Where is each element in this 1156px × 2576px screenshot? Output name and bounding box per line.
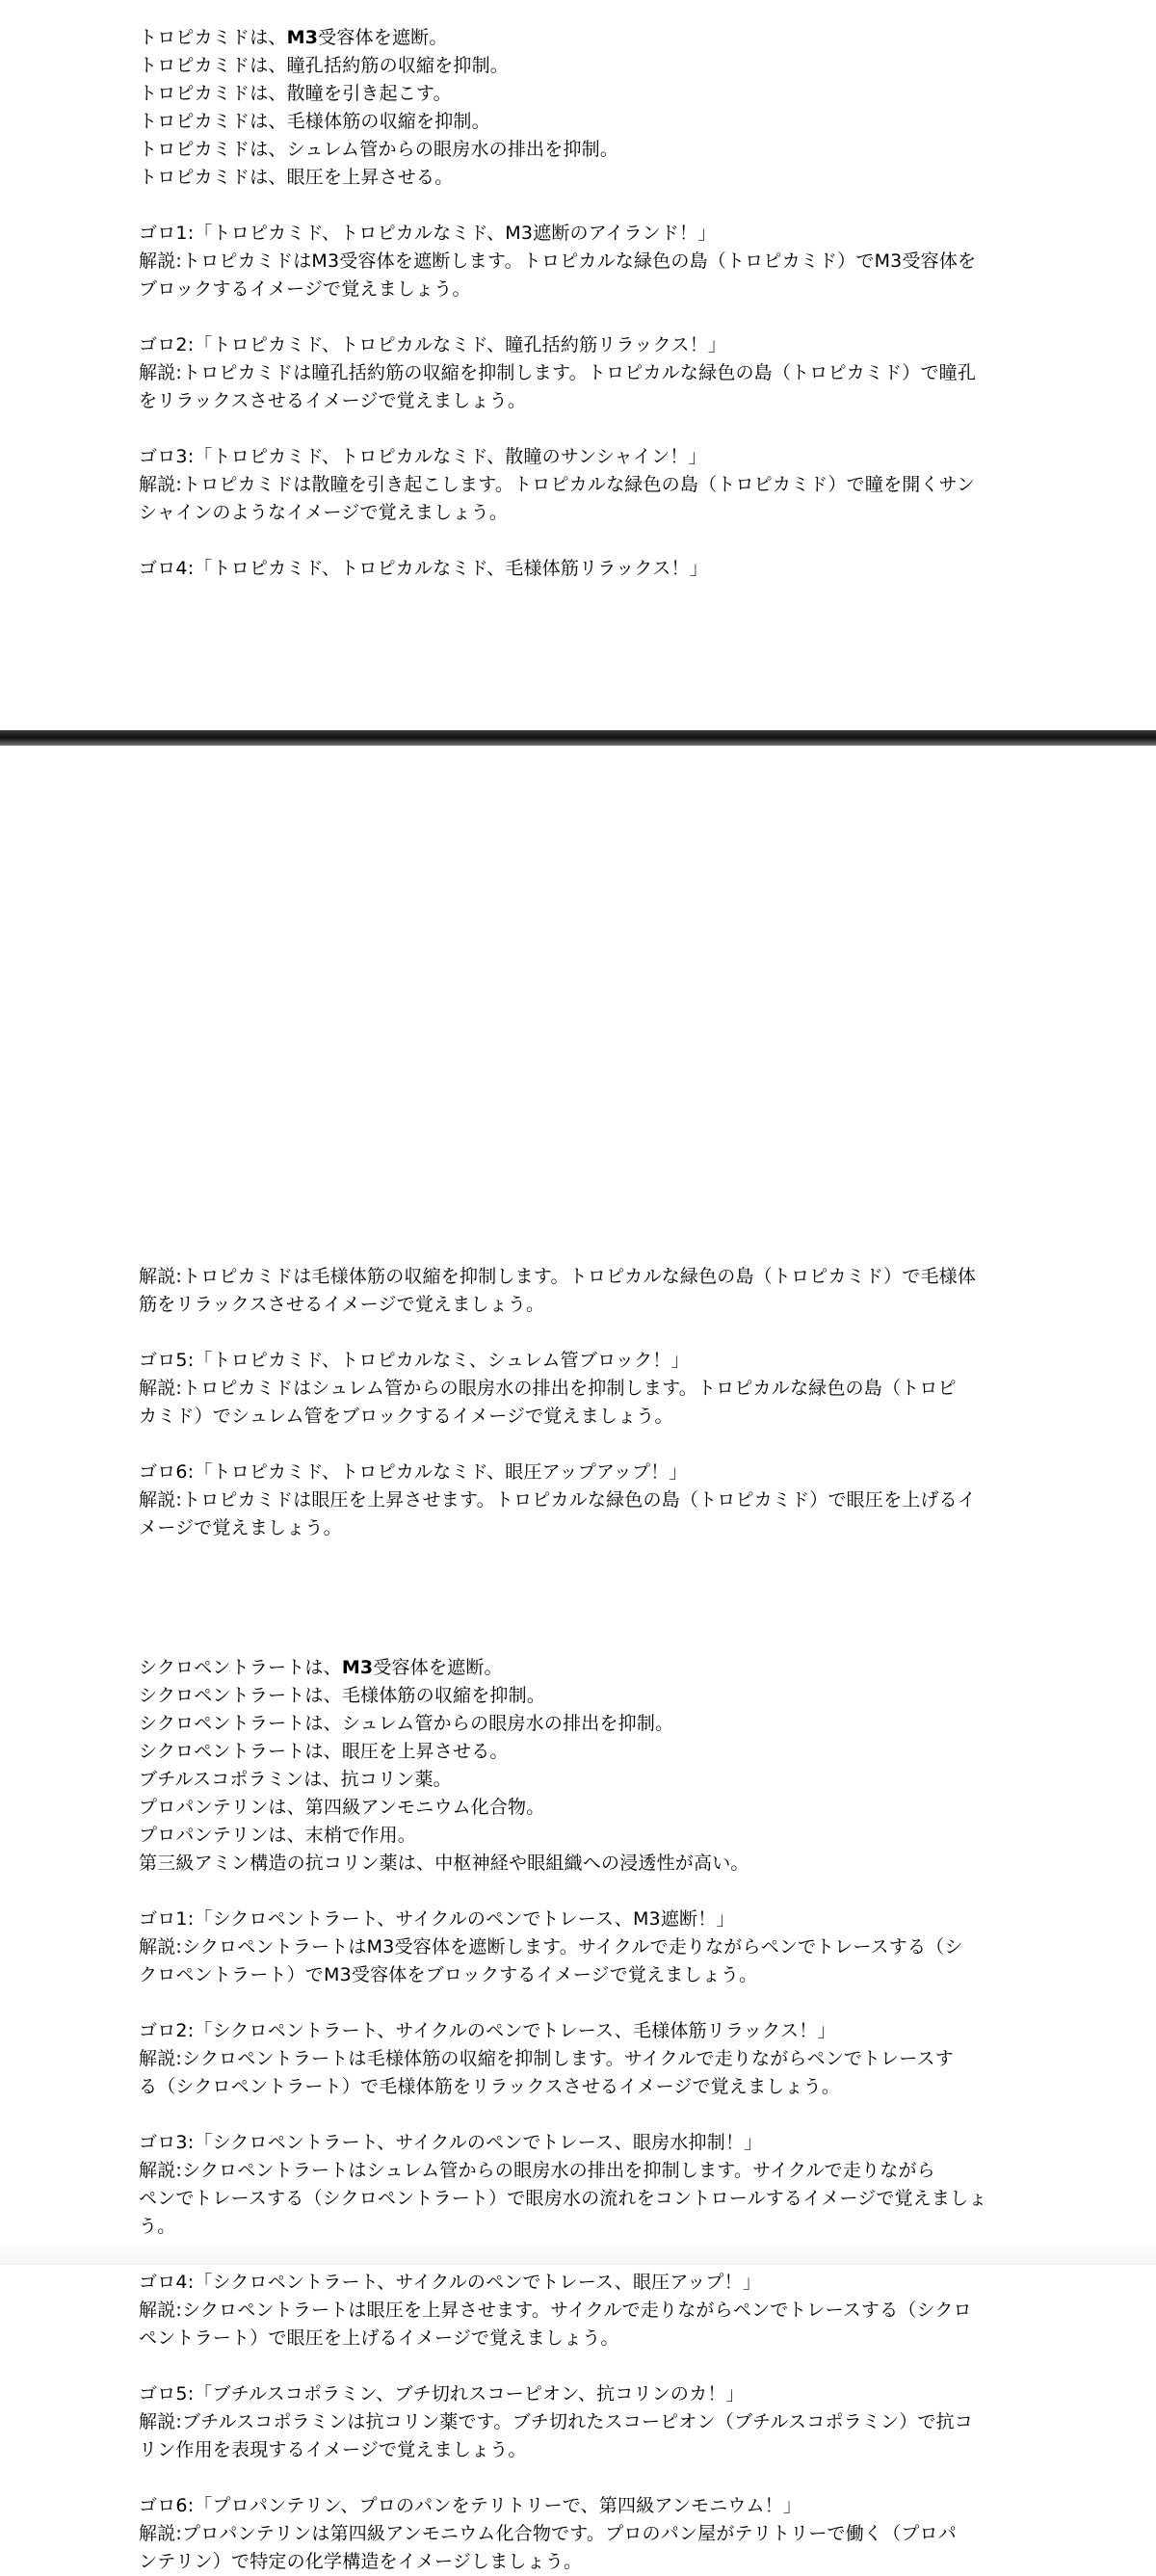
- text-line-pre: カミド）でシュレム管をブロックするイメージで覚えましょう。: [139, 1406, 673, 1427]
- text-line: [139, 1822, 1025, 1850]
- text-line-pre: ゴロ2:「シクロペントラート、サイクルのペンでトレース、毛様体筋リラックス！」: [139, 2020, 836, 2041]
- text-line: [139, 1766, 1025, 1794]
- text-line-pre: ゴロ3:「シクロペントラート、サイクルのペンでトレース、眼房水抑制！」: [139, 2132, 763, 2153]
- text-line-pre: トロピカミドは、瞳孔括約筋の収縮を抑制。: [139, 55, 510, 76]
- text-line: [139, 108, 1025, 136]
- text-line: [139, 2436, 1025, 2464]
- text-line-pre: 解説:シクロペントラートはシュレム管からの眼房水の排出を抑制します。サイクルで走りながら: [139, 2160, 935, 2181]
- text-line: [139, 1710, 1025, 1738]
- text-line-pre: をリラックスさせるイメージで覚えましょう。: [139, 390, 527, 411]
- text-line: [139, 2325, 1025, 2353]
- text-line: [139, 2269, 1025, 2297]
- text-line: [139, 1347, 1025, 1375]
- text-line-pre: う。: [139, 2216, 176, 2237]
- text-line: [139, 359, 1025, 387]
- text-line: [139, 276, 1025, 303]
- text-line: [139, 1542, 1025, 1570]
- text-line: [139, 164, 1025, 192]
- text-line-pre: 第三級アミン構造の抗コリン薬は、中枢神経や眼組織への浸透性が高い。: [139, 1853, 749, 1874]
- text-line-pre: ブロックするイメージで覚えましょう。: [139, 278, 471, 300]
- text-line: [139, 1263, 1025, 1291]
- text-line: [139, 1319, 1025, 1347]
- text-line-pre: ゴロ5:「トロピカミド、トロピカルなミ、シュレム管ブロック！」: [139, 1350, 690, 1371]
- text-line-pre: 解説:トロピカミドは散瞳を引き起こします。トロピカルな緑色の島（トロピカミド）で瞳を開くサン: [139, 474, 976, 495]
- text-line-pre: ゴロ6:「プロパンテリン、プロのパンをテリトリーで、第四級アンモニウム！」: [139, 2495, 802, 2516]
- text-line-pre: ゴロ1:「トロピカミド、トロピカルなミド、M3遮断のアイランド！」: [139, 223, 717, 244]
- text-line-pre: 解説:トロピカミドはシュレム管からの眼房水の排出を抑制します。トロピカルな緑色の島（トロピ: [139, 1378, 957, 1399]
- text-line: [139, 1431, 1025, 1459]
- text-line: [139, 2353, 1025, 2380]
- text-line-pre: トロピカミドは、眼圧を上昇させる。: [139, 167, 454, 188]
- page-bottom-shadow: [0, 2242, 1156, 2265]
- text-line: [139, 303, 1025, 331]
- text-line: [139, 499, 1025, 527]
- page-1-text: [139, 24, 1025, 583]
- text-line: [139, 1878, 1025, 1906]
- text-line: [139, 1654, 1025, 1682]
- text-line: [139, 1682, 1025, 1710]
- page-2-text: [139, 1263, 1025, 2576]
- text-line-pre: ゴロ1:「シクロペントラート、サイクルのペンでトレース、M3遮断！」: [139, 1908, 735, 1930]
- text-line-pre: 筋をリラックスさせるイメージで覚えましょう。: [139, 1294, 545, 1315]
- text-line-pre: ゴロ5:「ブチルスコポラミン、ブチ切れスコーピオン、抗コリンのカ！」: [139, 2383, 745, 2405]
- text-line: [139, 331, 1025, 359]
- text-line-pre: リン作用を表現するイメージで覚えましょう。: [139, 2439, 527, 2460]
- text-line-pre: る（シクロペントラート）で毛様体筋をリラックスさせるイメージで覚えましょう。: [139, 2076, 841, 2097]
- text-line: [139, 1459, 1025, 1486]
- text-line-pre: シクロペントラートは、眼圧を上昇させる。: [139, 1741, 509, 1762]
- text-line-bold: M3: [341, 1657, 374, 1678]
- text-line-pre: トロピカミドは、散瞳を引き起こす。: [139, 83, 452, 104]
- text-line-pre: 解説:ブチルスコポラミンは抗コリン薬です。ブチ切れたスコーピオン（ブチルスコポラミン）で抗コ: [139, 2411, 974, 2432]
- text-line-pre: ペントラート）で眼圧を上げるイメージで覚えましょう。: [139, 2327, 619, 2349]
- text-line-pre: プロパンテリンは、第四級アンモニウム化合物。: [139, 1797, 545, 1818]
- text-line-pre: トロピカミドは、: [139, 27, 287, 48]
- text-line: [139, 1961, 1025, 1989]
- text-line: [139, 80, 1025, 108]
- text-line-pre: シクロペントラートは、シュレム管からの眼房水の排出を抑制。: [139, 1713, 674, 1734]
- text-line: [139, 220, 1025, 248]
- text-line: [139, 1486, 1025, 1514]
- text-line: [139, 2045, 1025, 2073]
- text-line-pre: トロピカミドは、毛様体筋の収縮を抑制。: [139, 111, 490, 132]
- text-line-post: 受容体を遮断。: [373, 1657, 503, 1678]
- text-line-pre: ゴロ4:「シクロペントラート、サイクルのペンでトレース、眼圧アップ！」: [139, 2272, 762, 2293]
- text-line: [139, 2213, 1025, 2241]
- text-line: [139, 2408, 1025, 2436]
- text-line: [139, 24, 1025, 52]
- text-line: [139, 1514, 1025, 1542]
- document-page-2: [0, 746, 1156, 2572]
- text-line-post: 受容体を遮断。: [318, 27, 448, 48]
- text-line-pre: プロパンテリンは、末梢で作用。: [139, 1825, 417, 1846]
- text-line-pre: 解説:シクロペントラートはM3受容体を遮断します。サイクルで走りながらペンでトレースする（シ: [139, 1936, 963, 1958]
- text-line: [139, 1375, 1025, 1403]
- text-line-pre: ゴロ6:「トロピカミド、トロピカルなミド、眼圧アップアップ！」: [139, 1461, 688, 1483]
- text-line-pre: 解説:シクロペントラートは毛様体筋の収縮を抑制します。サイクルで走りながらペンでトレースす: [139, 2048, 954, 2069]
- text-line-pre: 解説:トロピカミドはM3受容体を遮断します。トロピカルな緑色の島（トロピカミド）でM3受容体を: [139, 250, 977, 272]
- text-line: [139, 2520, 1025, 2548]
- text-line: [139, 2464, 1025, 2492]
- text-line: [139, 2492, 1025, 2520]
- text-line-pre: ブチルスコポラミンは、抗コリン薬。: [139, 1769, 452, 1790]
- text-line: [139, 192, 1025, 220]
- text-line-pre: メージで覚えましょう。: [139, 1517, 342, 1538]
- text-line: [139, 471, 1025, 499]
- text-line: [139, 2297, 1025, 2325]
- text-line: [139, 1906, 1025, 1933]
- text-line: [139, 2157, 1025, 2185]
- document-page-1: [0, 0, 1156, 730]
- text-line: [139, 2185, 1025, 2213]
- text-line: [139, 248, 1025, 276]
- text-line-pre: ゴロ3:「トロピカミド、トロピカルなミド、散瞳のサンシャイン！」: [139, 446, 707, 467]
- text-line: [139, 2101, 1025, 2129]
- text-line: [139, 1291, 1025, 1319]
- text-line: [139, 1738, 1025, 1766]
- text-line: [139, 1794, 1025, 1822]
- text-line-pre: シクロペントラートは、: [139, 1657, 342, 1678]
- text-line: [139, 1989, 1025, 2017]
- text-line: [139, 527, 1025, 555]
- text-line: [139, 136, 1025, 164]
- text-line-pre: ンテリン）で特定の化学構造をイメージしましょう。: [139, 2551, 583, 2572]
- text-line-pre: クロペントラート）でM3受容体をブロックするイメージで覚えましょう。: [139, 1964, 758, 1985]
- text-line: [139, 1403, 1025, 1431]
- text-line-pre: ゴロ4:「トロピカミド、トロピカルなミド、毛様体筋リラックス！」: [139, 558, 708, 579]
- text-line: [139, 2380, 1025, 2408]
- text-line-pre: 解説:トロピカミドは瞳孔括約筋の収縮を抑制します。トロピカルな緑色の島（トロピカミド）で瞳孔: [139, 362, 977, 383]
- text-line-pre: ペンでトレースする（シクロペントラート）で眼房水の流れをコントロールするイメージで覚えましょ: [139, 2188, 987, 2209]
- text-line-pre: 解説:トロピカミドは眼圧を上昇させます。トロピカルな緑色の島（トロピカミド）で眼圧を上げるイ: [139, 1489, 977, 1511]
- text-line: [139, 443, 1025, 471]
- text-line: [139, 52, 1025, 80]
- text-line: [139, 555, 1025, 583]
- text-line-pre: トロピカミドは、シュレム管からの眼房水の排出を抑制。: [139, 139, 619, 160]
- text-line: [139, 1626, 1025, 1654]
- text-line: [139, 415, 1025, 443]
- page-break-divider: [0, 730, 1156, 746]
- text-line: [139, 1850, 1025, 1878]
- text-line: [139, 2017, 1025, 2045]
- text-line-pre: ゴロ2:「トロピカミド、トロピカルなミド、瞳孔括約筋リラックス！」: [139, 334, 727, 355]
- text-line-pre: シャインのようなイメージで覚えましょう。: [139, 502, 509, 523]
- text-line: [139, 1598, 1025, 1626]
- text-line-pre: 解説:プロパンテリンは第四級アンモニウム化合物です。プロのパン屋がテリトリーで働く（プロパ: [139, 2523, 957, 2544]
- text-line: [139, 2548, 1025, 2576]
- text-line-bold: M3: [286, 27, 319, 48]
- text-line-pre: 解説:トロピカミドは毛様体筋の収縮を抑制します。トロピカルな緑色の島（トロピカミド）で毛様体: [139, 1266, 977, 1287]
- text-line-pre: 解説:シクロペントラートは眼圧を上昇させます。サイクルで走りながらペンでトレースする（シクロ: [139, 2300, 972, 2321]
- text-line: [139, 1933, 1025, 1961]
- text-line-pre: シクロペントラートは、毛様体筋の収縮を抑制。: [139, 1685, 546, 1706]
- text-line: [139, 2129, 1025, 2157]
- text-line: [139, 2073, 1025, 2101]
- text-line: [139, 387, 1025, 415]
- text-line: [139, 1570, 1025, 1598]
